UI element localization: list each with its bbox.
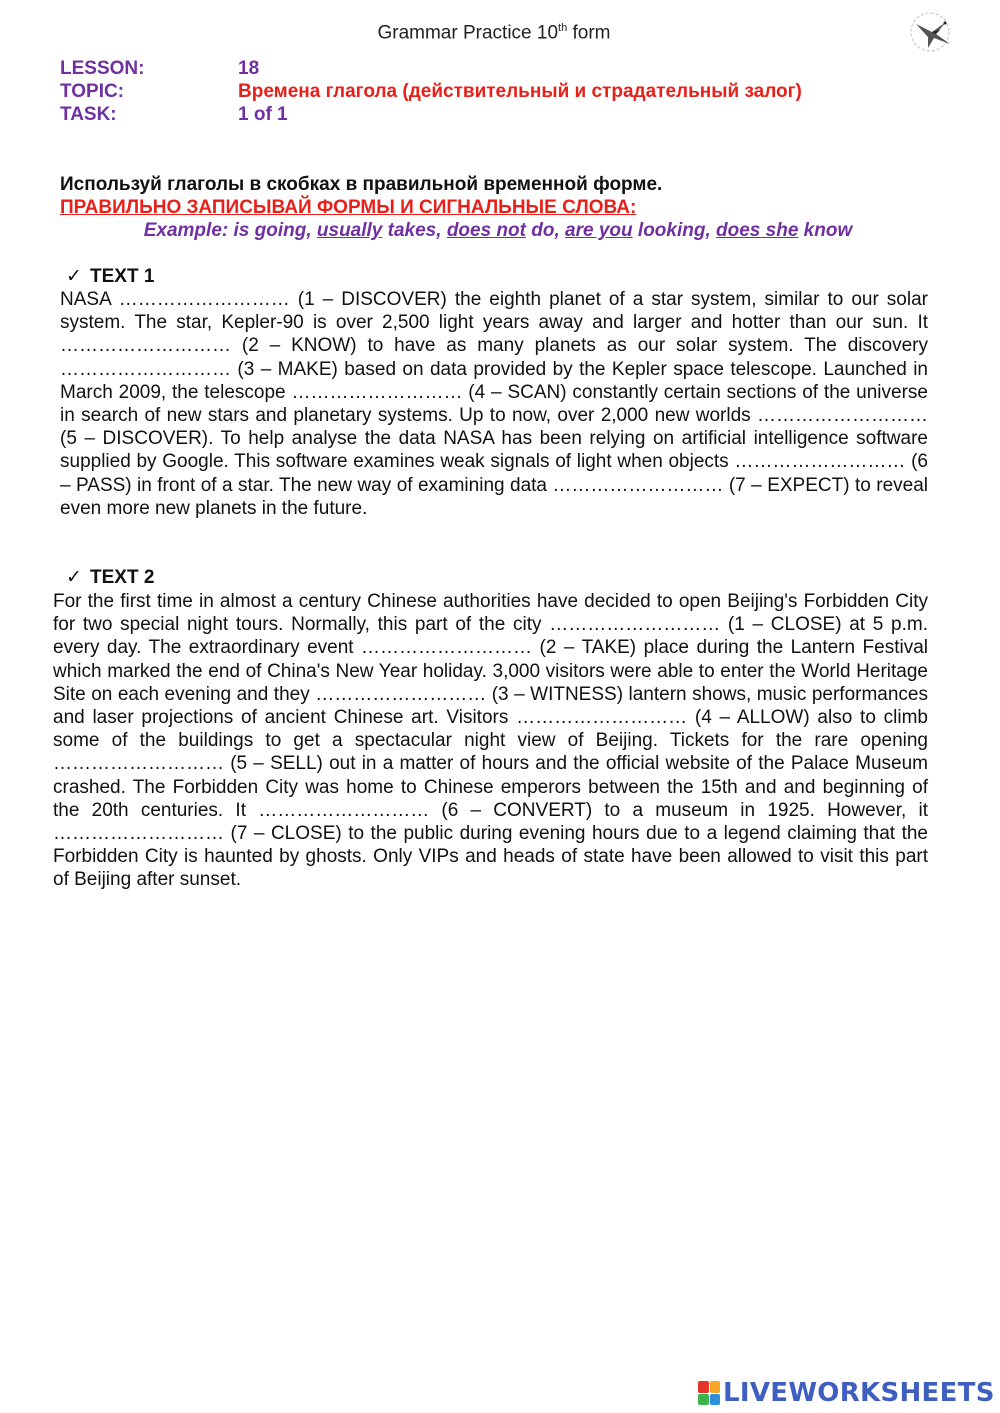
instruction-line: Используй глаголы в скобках в правильной временной форме. [60, 174, 663, 195]
example-underlined: does she [716, 220, 799, 241]
example-part: takes, [382, 220, 447, 241]
header-title-prefix: Grammar Practice 10 [377, 22, 559, 44]
text1-heading-label: TEXT 1 [90, 265, 155, 287]
example-part: do, [525, 220, 566, 241]
example-underlined: are you [565, 220, 633, 241]
liveworksheets-logo [698, 1378, 995, 1408]
badge-square [710, 1394, 721, 1406]
instruction-warning: ПРАВИЛЬНО ЗАПИСЫВАЙ ФОРМЫ И СИГНАЛЬНЫЕ СЛОВА: [60, 197, 637, 218]
example-part: looking, [632, 220, 717, 241]
task-value: 1 of 1 [238, 104, 288, 125]
instruction-example [60, 219, 930, 242]
text1-heading [66, 265, 154, 288]
example-part: Example: is going, [143, 220, 317, 241]
text2-heading-label: TEXT 2 [90, 566, 155, 588]
example-part: know [798, 220, 853, 241]
example-underlined: does not [446, 220, 526, 241]
text2-body: For the first time in almost a century Chinese authorities have decided to open Beijing's Forbidden City for two special night tours. Normally, this part of the city ……………………… (1 – CLOSE) at 5 p.m. every day. The extraordinary event ……………………… (2 – TAKE) place during the Lantern Festival which marked the end of China's New Year holiday. 3,000 visitors were able to enter the World Heritage Site on each evening and they ……………………… (3 – WITNESS) lantern shows, music performances and laser projections of ancient Chinese art. Visitors ……………………… (4 – ALLOW) also to climb some of the buildings to get a spectacular night view of Beijing. Tickets for the rare opening ……………………… (5 – SELL) out in a matter of hours and the official website of the Palace Museum crashed. The Forbidden City was home to Chinese emperors between the 15th and and beginning of the 20th centuries. It ……………………… (6 – CONVERT) to a museum in 1925. However, it ……………………… (7 – CLOSE) to the public during evening hours due to a legend claiming that the Forbidden City is haunted by ghosts. Only VIPs and heads of state have been allowed to visit this part of Beijing after sunset. [53, 591, 928, 891]
text1-body: NASA ……………………… (1 – DISCOVER) the eighth planet of a star system, similar to our solar system. The star, Kepler-90 is over 2,500 light years away and larger and hotter than our sun. It ……………………… (2 – KNOW) to have as many planets as our solar system. The discovery ……………………… (3 – MAKE) based on data provided by the Kepler space telescope. Launched in March 2009, the telescope ……………………… (4 – SCAN) constantly certain sections of the universe in search of new stars and planetary systems. Up to now, over 2,000 new worlds ……………………… (5 – DISCOVER). To help analyse the data NASA has been relying on artificial intelligence software supplied by Google. This software examines weak signals of light when objects ……………………… (6 – PASS) in front of a star. The new way of examining data ……………………… (7 – EXPECT) to reveal even more new planets in the future. [60, 289, 928, 519]
lesson-label: LESSON: [60, 58, 145, 79]
topic-row [60, 80, 802, 103]
lesson-meta [60, 57, 802, 126]
checkmark-icon: ✓ [66, 567, 82, 588]
topic-value: Времена глагола (действительный и страдательный залог) [238, 81, 802, 102]
text2-paragraph [53, 590, 928, 892]
task-label: TASK: [60, 104, 117, 125]
lesson-row [60, 57, 802, 80]
example-underlined: usually [316, 220, 383, 241]
badge-square [698, 1381, 709, 1393]
liveworksheets-brand: LIVEWORKSHEETS [723, 1378, 995, 1408]
liveworksheets-badge-icon [698, 1381, 720, 1405]
topic-label: TOPIC: [60, 81, 125, 102]
badge-square [698, 1394, 709, 1406]
text1-paragraph [60, 288, 928, 520]
instructions [60, 173, 930, 242]
task-row [60, 103, 802, 126]
text2-heading [66, 566, 154, 589]
badge-square [710, 1381, 721, 1393]
lesson-value: 18 [238, 58, 260, 79]
header-title-sup: th [558, 22, 568, 34]
header-title-suffix: form [567, 22, 611, 44]
page-header-title [0, 22, 988, 44]
bird-logo-icon [906, 10, 958, 56]
checkmark-icon: ✓ [66, 266, 82, 287]
